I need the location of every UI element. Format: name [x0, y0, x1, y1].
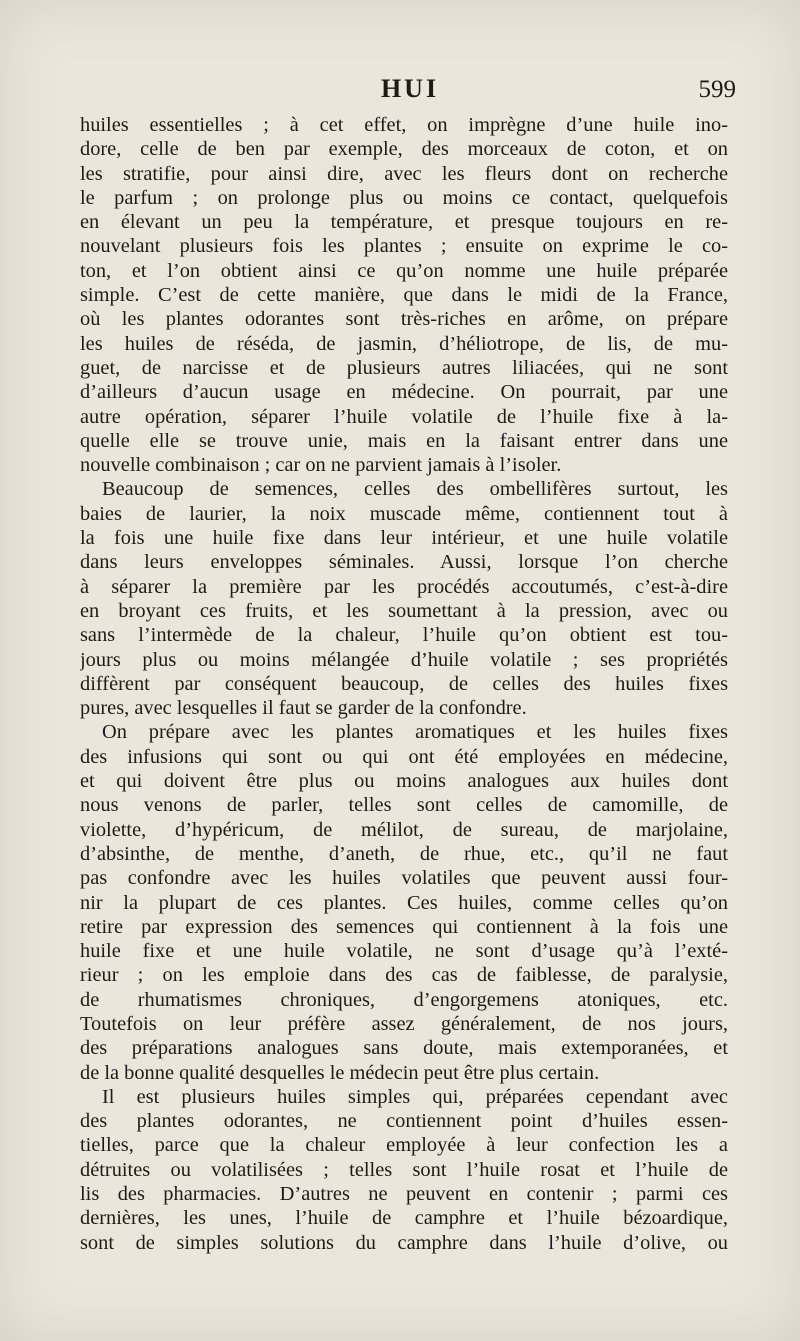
text-line: rieur ; on les emploie dans des cas de faiblesse, de paralysie,	[80, 964, 728, 987]
text-line: en élevant un peu la température, et presque toujours en re-	[80, 211, 728, 234]
text-line: d’absinthe, de menthe, d’aneth, de rhue, etc., qu’il ne faut	[80, 842, 728, 865]
text-line: des plantes odorantes, ne contiennent point d’huiles essen-	[80, 1110, 728, 1133]
text-line: nous venons de parler, telles sont celles de camomille, de	[80, 794, 728, 817]
text-line: On prépare avec les plantes aromatiques et les huiles fixes	[102, 721, 728, 744]
text-line: nouvelant plusieurs fois les plantes ; ensuite on exprime le co-	[80, 235, 728, 258]
text-line: guet, de narcisse et de plusieurs autres liliacées, qui ne sont	[80, 356, 728, 379]
page-number: 599	[698, 76, 736, 103]
text-line: détruites ou volatilisées ; telles sont l’huile rosat et l’huile de	[80, 1158, 728, 1181]
text-line: Toutefois on leur préfère assez généralement, de nos jours,	[80, 1012, 728, 1035]
text-line: de la bonne qualité desquelles le médecin peut être plus certain.	[80, 1061, 600, 1084]
text-line: les stratifie, pour ainsi dire, avec les fleurs dont on recherche	[80, 162, 728, 185]
text-line: Beaucoup de semences, celles des ombellifères surtout, les	[102, 478, 728, 501]
text-line: où les plantes odorantes sont très-riches en arôme, on prépare	[80, 308, 728, 331]
text-line: le parfum ; on prolonge plus ou moins ce contact, quelquefois	[80, 186, 728, 209]
text-line: nouvelle combinaison ; car on ne parvient jamais à l’isoler.	[80, 454, 562, 477]
text-line: ton, et l’on obtient ainsi ce qu’on nomme une huile préparée	[80, 259, 728, 282]
text-line: huile fixe et une huile volatile, ne sont d’usage qu’à l’exté-	[80, 940, 728, 963]
text-line: dernières, les unes, l’huile de camphre et l’huile bézoardique,	[80, 1207, 728, 1230]
text-line: de rhumatismes chroniques, d’engorgemens atoniques, etc.	[80, 988, 728, 1011]
text-line: des infusions qui sont ou qui ont été employées en médecine,	[80, 745, 728, 768]
text-line: nir la plupart de ces plantes. Ces huiles, comme celles qu’on	[80, 891, 728, 914]
text-line: des préparations analogues sans doute, mais extemporanées, et	[80, 1037, 728, 1060]
text-line: dans leurs enveloppes séminales. Aussi, lorsque l’on cherche	[80, 551, 728, 574]
text-line: et qui doivent être plus ou moins analogues aux huiles dont	[80, 770, 728, 793]
text-line: pas confondre avec les huiles volatiles que peuvent aussi four-	[80, 867, 728, 890]
text-line: violette, d’hypéricum, de mélilot, de sureau, de marjolaine,	[80, 818, 728, 841]
text-line: simple. C’est de cette manière, que dans le midi de la France,	[80, 284, 728, 307]
body-text	[80, 113, 728, 1255]
text-line: d’ailleurs d’aucun usage en médecine. On pourrait, par une	[80, 381, 728, 404]
text-line: retire par expression des semences qui contiennent à la fois une	[80, 915, 728, 938]
text-line: les huiles de réséda, de jasmin, d’héliotrope, de lis, de mu-	[80, 332, 728, 355]
text-line: Il est plusieurs huiles simples qui, préparées cependant avec	[102, 1085, 728, 1108]
paragraph-2	[80, 477, 728, 720]
page-header	[80, 74, 740, 114]
text-line: la fois une huile fixe dans leur intérieur, et une huile volatile	[80, 527, 728, 550]
text-line: en broyant ces fruits, et les soumettant à la pression, avec ou	[80, 599, 728, 622]
text-line: jours plus ou moins mélangée d’huile volatile ; ses propriétés	[80, 648, 728, 671]
text-line: autre opération, séparer l’huile volatile de l’huile fixe à la-	[80, 405, 728, 428]
text-line: baies de laurier, la noix muscade même, contiennent tout à	[80, 502, 728, 525]
text-line: lis des pharmacies. D’autres ne peuvent en contenir ; parmi ces	[80, 1183, 728, 1206]
paragraph-3	[80, 720, 728, 1084]
text-line: quelle elle se trouve unie, mais en la faisant entrer dans une	[80, 429, 728, 452]
text-line: à séparer la première par les procédés accoutumés, c’est-à-dire	[80, 575, 728, 598]
text-line: diffèrent par conséquent beaucoup, de celles des huiles fixes	[80, 672, 728, 695]
text-line: sont de simples solutions du camphre dans l’huile d’olive, ou	[80, 1231, 728, 1254]
text-line: pures, avec lesquelles il faut se garder de la confondre.	[80, 697, 527, 720]
paragraph-4	[80, 1085, 728, 1255]
text-line: tielles, parce que la chaleur employée à leur confection les a	[80, 1134, 728, 1157]
text-line: sans l’intermède de la chaleur, l’huile qu’on obtient est tou-	[80, 624, 728, 647]
running-head: HUI	[380, 74, 440, 103]
text-line: huiles essentielles ; à cet effet, on imprègne d’une huile ino-	[80, 114, 728, 136]
text-line: dore, celle de ben par exemple, des morceaux de coton, et on	[80, 138, 728, 161]
paragraph-1	[80, 113, 728, 477]
